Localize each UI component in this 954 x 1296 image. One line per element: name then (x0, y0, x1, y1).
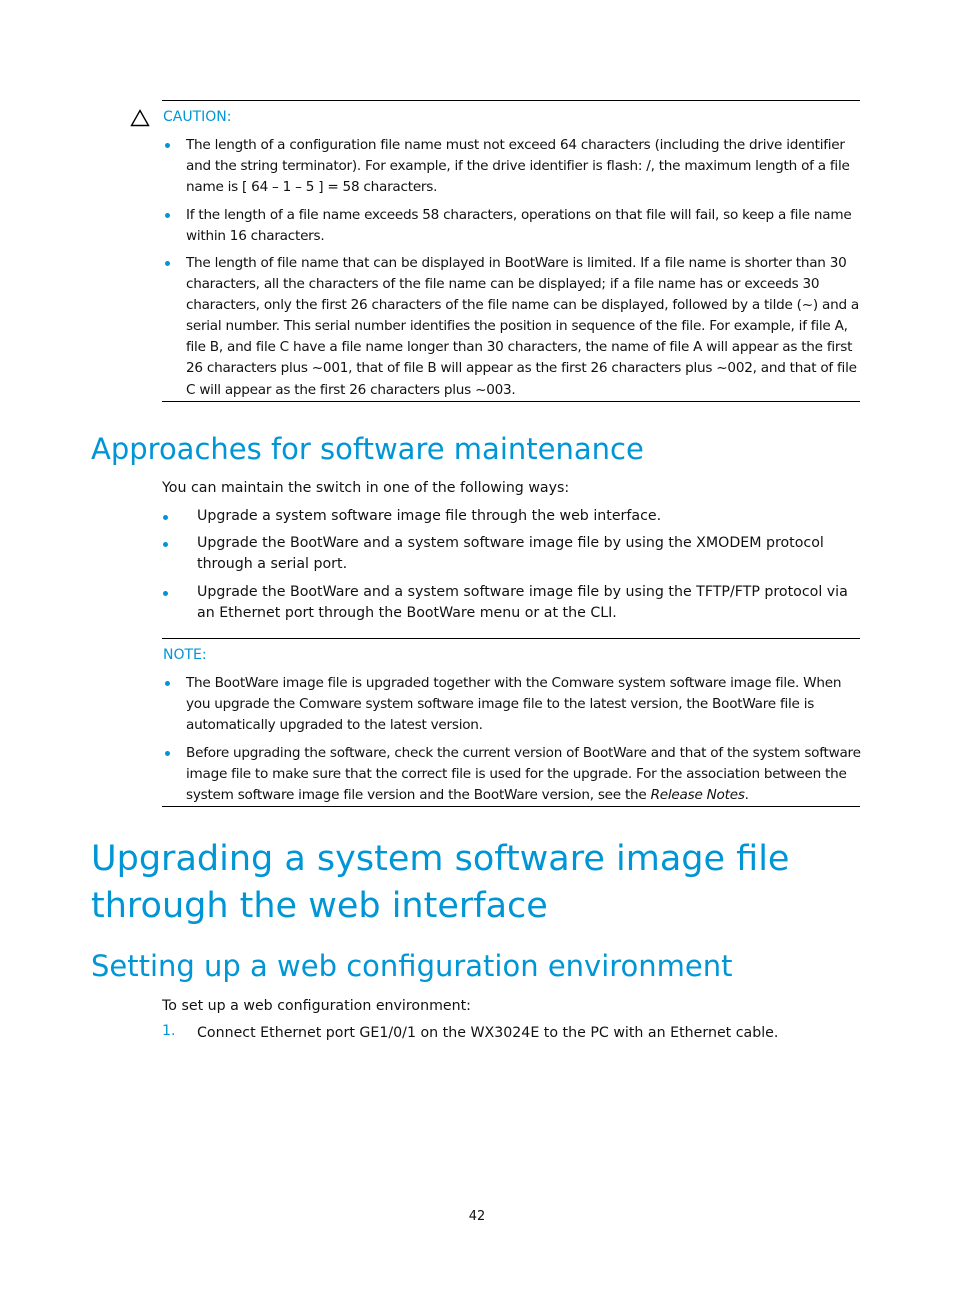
approaches-item-3: Upgrade the BootWare and a system software image file by using the TFTP/FTP protocol via an Ethernet port through the BootWare menu or at the CLI. (197, 584, 848, 622)
note-item-1: The BootWare image file is upgraded together with the Comware system software image file. When you upgrade the Comware system software image file to the latest version, the BootWare file is automatically upgraded to the latest version. (186, 675, 842, 734)
caution-item-3: The length of file name that can be displayed in BootWare is limited. If a file name is shorter than 30 characters, all the characters of the file name can be displayed; if a file name has or exceeds 30 characters, only the first 26 characters of the file name can be displayed, followed by a tilde (~) and a serial number. This serial number identifies the position in sequence of the file. For example, if file A, file B, and file C have a file name longer than 30 characters, the name of file A will appear as the first 26 characters plus ~001, that of file B will appear as the first 26 characters plus ~002, and that of file C will appear as the first 26 characters plus ~003. (186, 255, 859, 398)
note-bullet-2 (165, 751, 170, 756)
note-top-rule (162, 638, 860, 639)
setup-intro: To set up a web configuration environment: (162, 998, 471, 1014)
setup-heading: Setting up a web configuration environment (91, 949, 733, 983)
approaches-bullet-1 (163, 515, 168, 520)
caution-item-2: If the length of a file name exceeds 58 characters, operations on that file will fail, so keep a file name within 16 characters. (186, 207, 852, 245)
step-1-text: Connect Ethernet port GE1/0/1 on the WX3024E to the PC with an Ethernet cable. (197, 1025, 779, 1041)
page-number: 42 (468, 1209, 486, 1224)
caution-item-1: The length of a configuration file name must not exceed 64 characters (including the drive identifier and the string terminator). For example, if the drive identifier is flash: /, the maximum length of a file name is [ 64 – 1 – 5 ] = 58 characters. (186, 137, 850, 196)
note-item-2-end: . (744, 787, 749, 804)
chapter-title: Upgrading a system software image file through the web interface (91, 839, 790, 926)
caution-bottom-rule (162, 401, 860, 402)
note-bullet-1 (165, 681, 170, 686)
note-label: NOTE: (163, 647, 207, 663)
caution-bullet-2 (165, 213, 170, 218)
caution-label: CAUTION: (163, 109, 232, 125)
release-notes-reference: Release Notes (650, 787, 745, 804)
step-1-number: 1. (162, 1023, 176, 1039)
approaches-item-1: Upgrade a system software image file through the web interface. (197, 508, 662, 524)
caution-top-rule (162, 100, 860, 101)
caution-bullet-3 (165, 261, 170, 266)
note-bottom-rule (162, 806, 860, 807)
caution-triangle-icon (130, 109, 150, 127)
approaches-item-2: Upgrade the BootWare and a system software image file by using the XMODEM protocol through a serial port. (197, 535, 824, 573)
caution-bullet-1 (165, 143, 170, 148)
approaches-heading: Approaches for software maintenance (91, 432, 644, 466)
approaches-bullet-3 (163, 591, 168, 596)
approaches-intro: You can maintain the switch in one of the following ways: (162, 480, 570, 496)
approaches-bullet-2 (163, 542, 168, 547)
note-item-2 (186, 743, 862, 806)
note-item-2-text: Before upgrading the software, check the current version of BootWare and that of the system software image file to make sure that the correct file is used for the upgrade. For the association between the system software image file version and the BootWare version, see the (186, 745, 861, 804)
